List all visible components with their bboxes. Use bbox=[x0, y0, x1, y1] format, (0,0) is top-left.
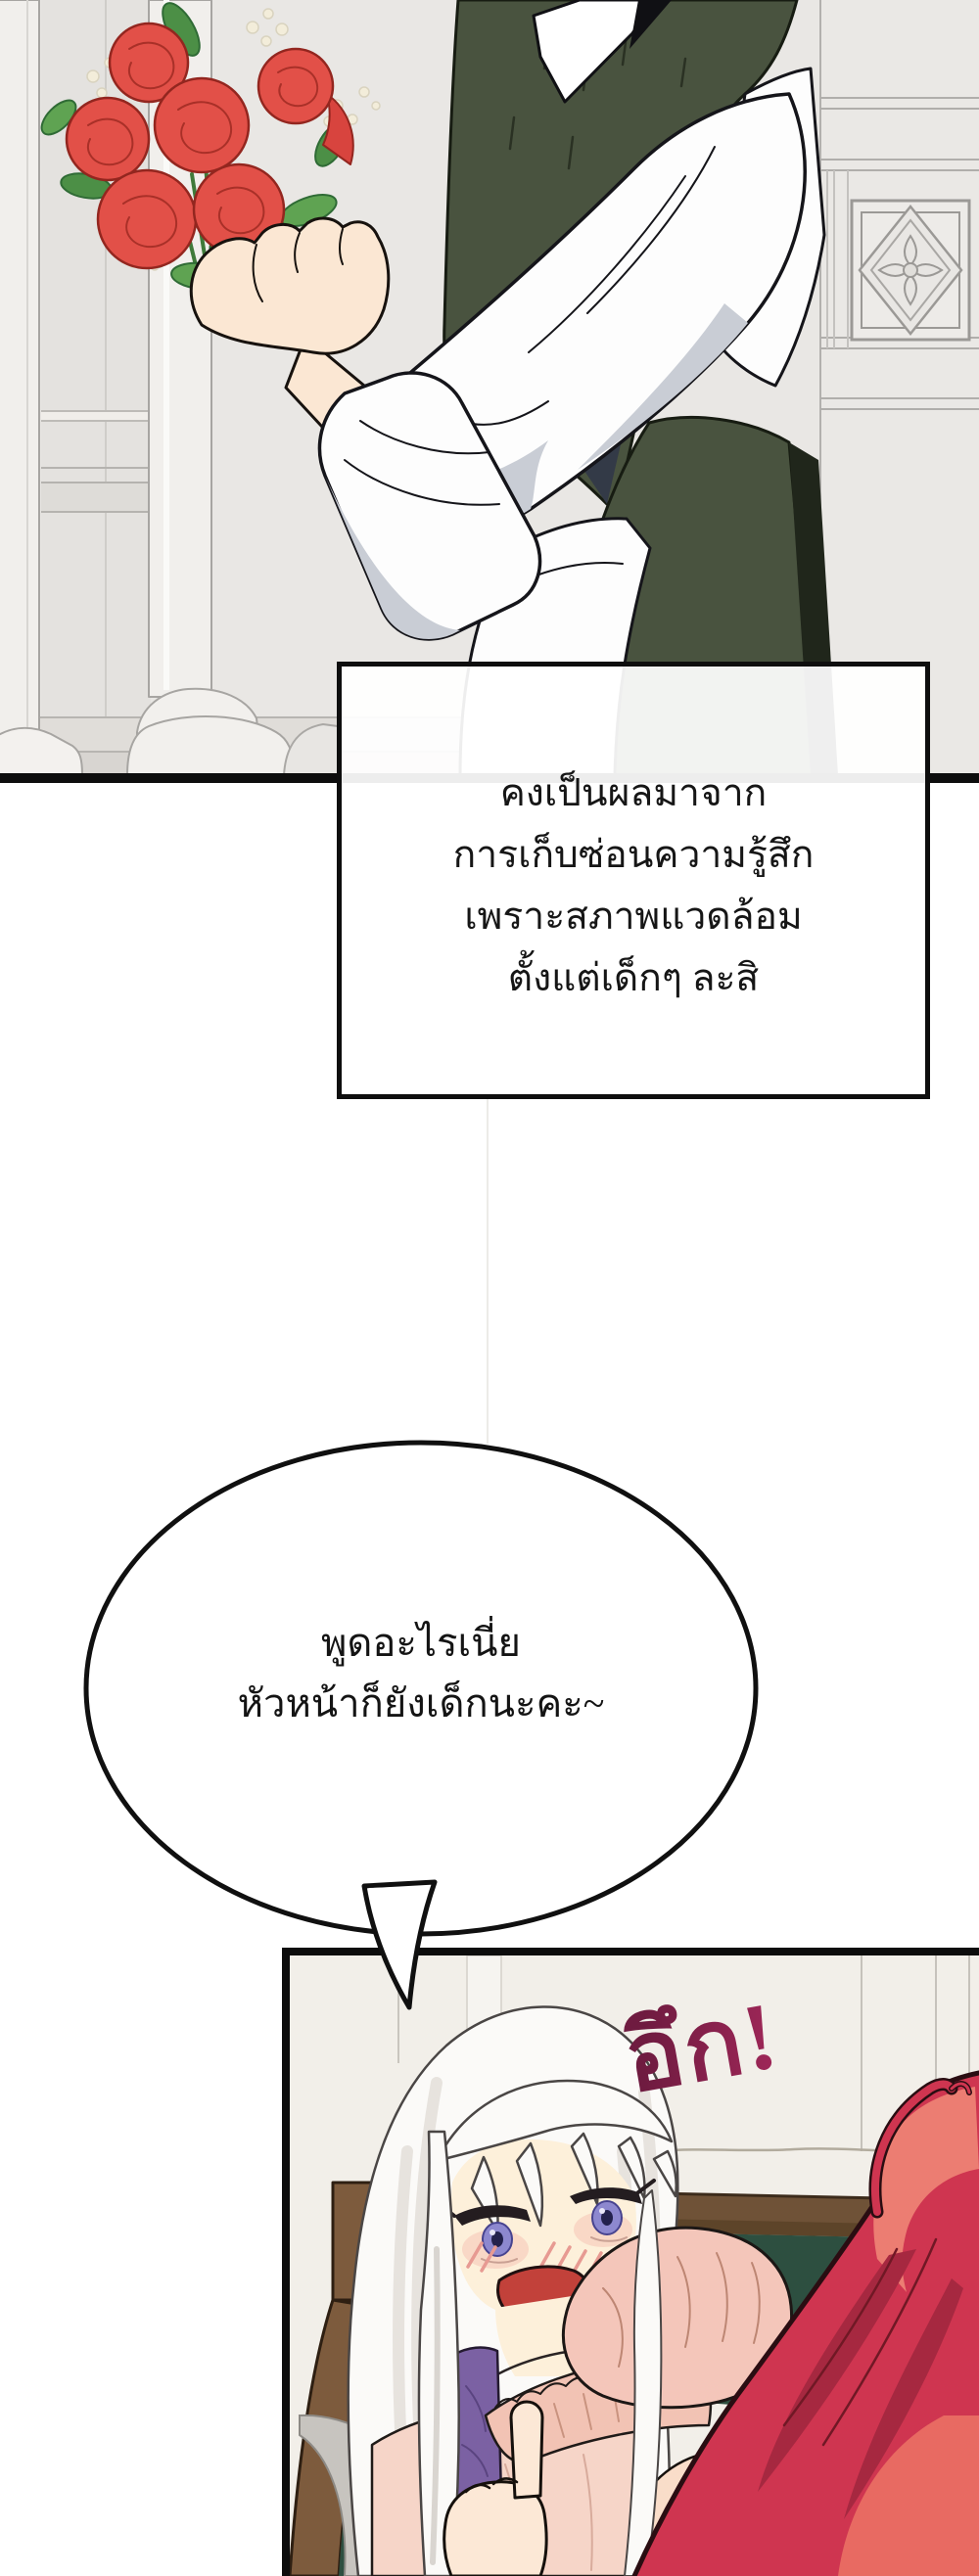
wall-crease-line bbox=[487, 1099, 489, 1444]
narration-line: การเก็บซ่อนความรู้สึก bbox=[452, 834, 815, 876]
speech-line: หัวหน้าก็ยังเด็กนะคะ~ bbox=[237, 1681, 605, 1725]
narration-line: ตั้งแต่เด็กๆ ละสิ bbox=[507, 957, 760, 999]
speech-line: พูดอะไรเนี่ย bbox=[321, 1621, 521, 1665]
narration-line: เพราะสภาพแวดล้อม bbox=[464, 896, 803, 938]
narration-box bbox=[337, 662, 930, 1099]
narration-line: คงเป็นผลมาจาก bbox=[499, 772, 768, 814]
pointing-finger bbox=[511, 2402, 542, 2498]
bubble-tail bbox=[364, 1882, 435, 2007]
narration-text bbox=[342, 667, 925, 1009]
right-wall-section bbox=[820, 0, 979, 775]
speech-bubble-text bbox=[147, 1613, 695, 1734]
sfx-text: อึก! bbox=[613, 1933, 931, 2148]
quatrefoil-ornament bbox=[852, 201, 969, 340]
